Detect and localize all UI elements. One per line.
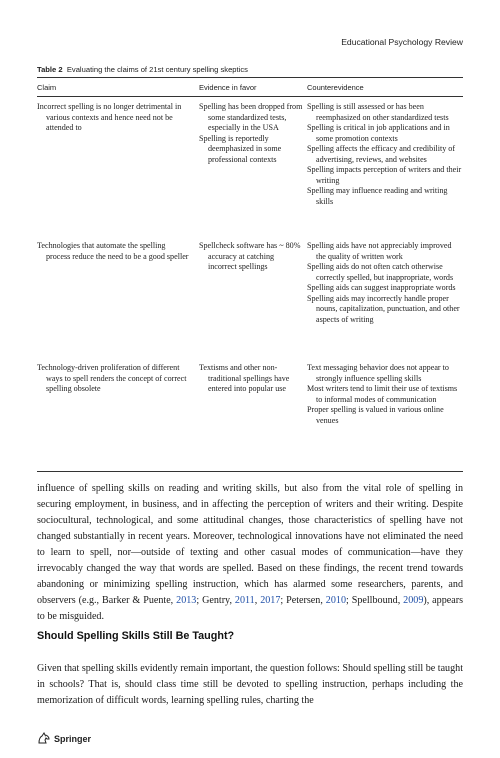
counterevidence-item: Proper spelling is valued in various online venues [307,405,444,425]
table-header-evidence: Evidence in favor [199,83,257,92]
body-paragraph-1 [37,481,463,625]
table-header-counterevidence: Counterevidence [307,83,364,92]
paragraph-text: ; Petersen, [280,595,326,606]
table-row-2-counterevidence [307,241,463,325]
table-row-1-evidence [199,102,303,165]
counterevidence-item: Spelling aids do not often catch otherwise correctly spelled, but inappropriate, words [307,262,454,282]
evidence-item: Spellcheck software has ~ 80% accuracy at catching incorrect spellings [199,241,301,271]
table-caption-text: Evaluating the claims of 21st century spelling skeptics [66,65,248,74]
citation-link[interactable]: 2011 [234,595,255,606]
table-label: Table 2 [37,65,63,74]
table-header-rule [37,96,463,97]
evidence-item: Spelling is reportedly deemphasized in some professional contexts [199,133,282,164]
table-row-1-counterevidence [307,102,463,207]
counterevidence-item: Most writers tend to limit their use of textisms to informal modes of communication [307,384,458,404]
counterevidence-item: Spelling is still assessed or has been reemphasized on other standardized tests [307,102,449,122]
body-paragraph-2: Given that spelling skills evidently remain important, the question follows: Should spelling still be taught in schools? That is, should class time still be devoted to spelling instruction, perhaps including the memorization of difficult words, learning spelling rules, charting the [37,663,463,706]
claim-text: Technology-driven proliferation of different ways to spell renders the concept of correct spelling obsolete [37,363,187,393]
table-bottom-rule [37,471,463,472]
table-caption [37,65,248,74]
section-heading: Should Spelling Skills Still Be Taught? [37,630,235,642]
claim-text: Incorrect spelling is no longer detrimental in various contexts and hence need not be attended to [37,102,182,132]
table-row-2-claim [37,241,189,262]
citation-link[interactable]: 2010 [325,595,346,606]
counterevidence-item: Spelling is critical in job applications and in some promotion contexts [307,123,450,143]
counterevidence-item: Spelling impacts perception of writers and their writing [307,165,462,185]
table-row-3-claim [37,363,189,395]
evidence-item: Spelling has been dropped from some standardized tests, especially in the USA [199,102,303,132]
counterevidence-item: Text messaging behavior does not appear to strongly influence spelling skills [307,363,449,383]
running-head: Educational Psychology Review [341,37,463,47]
table-row-3-evidence [199,363,303,395]
citation-link[interactable]: 2009 [403,595,424,606]
paragraph-text: influence of spelling skills on reading and writing skills, but also from the vital role of spelling in securing employment, in business, and in affecting the perception of writers and their writing. Despite sociocultural, technological, and some attitudinal changes, those characteristics of spelling have not changed substantially in recent years. Moreover, technological innovations have not eliminated the need to learn to spell, nor—outside of texting and other casual modes of communication—have they irrevocably changed the way that words are spelled. Based on these findings, the recent trend towards abandoning or minimizing spelling instruction, which has alarmed some researchers, parents, and observers (e.g., Barker & Puente, [37,483,463,606]
paragraph-text: ; Spellbound, [345,595,404,606]
table-row-1-claim [37,102,189,134]
table-row-3-counterevidence [307,363,463,426]
citation-link[interactable]: 2017 [260,595,281,606]
table-row-2-evidence [199,241,303,273]
table-top-rule [37,77,463,78]
claim-text: Technologies that automate the spelling process reduce the need to be a good speller [37,241,189,261]
counterevidence-item: Spelling affects the efficacy and credibility of advertising, reviews, and websites [307,144,456,164]
paragraph-text: , [254,595,261,606]
counterevidence-item: Spelling aids can suggest inappropriate words [307,283,456,292]
table-header-claim: Claim [37,83,57,92]
publisher-name: Springer [54,734,92,744]
evidence-item: Textisms and other non-traditional spellings have entered into popular use [199,363,290,393]
springer-horse-icon [37,732,51,746]
counterevidence-item: Spelling may influence reading and writing skills [307,186,448,206]
paragraph-text: ; Gentry, [196,595,235,606]
counterevidence-item: Spelling aids have not appreciably improved the quality of written work [307,241,452,261]
paragraph-text: ), appears to be misguided. [37,595,464,622]
citation-link[interactable]: 2013 [176,595,197,606]
counterevidence-item: Spelling aids may incorrectly handle proper nouns, capitalization, punctuation, and other aspects of writing [307,293,460,324]
publisher-logo [37,732,91,746]
